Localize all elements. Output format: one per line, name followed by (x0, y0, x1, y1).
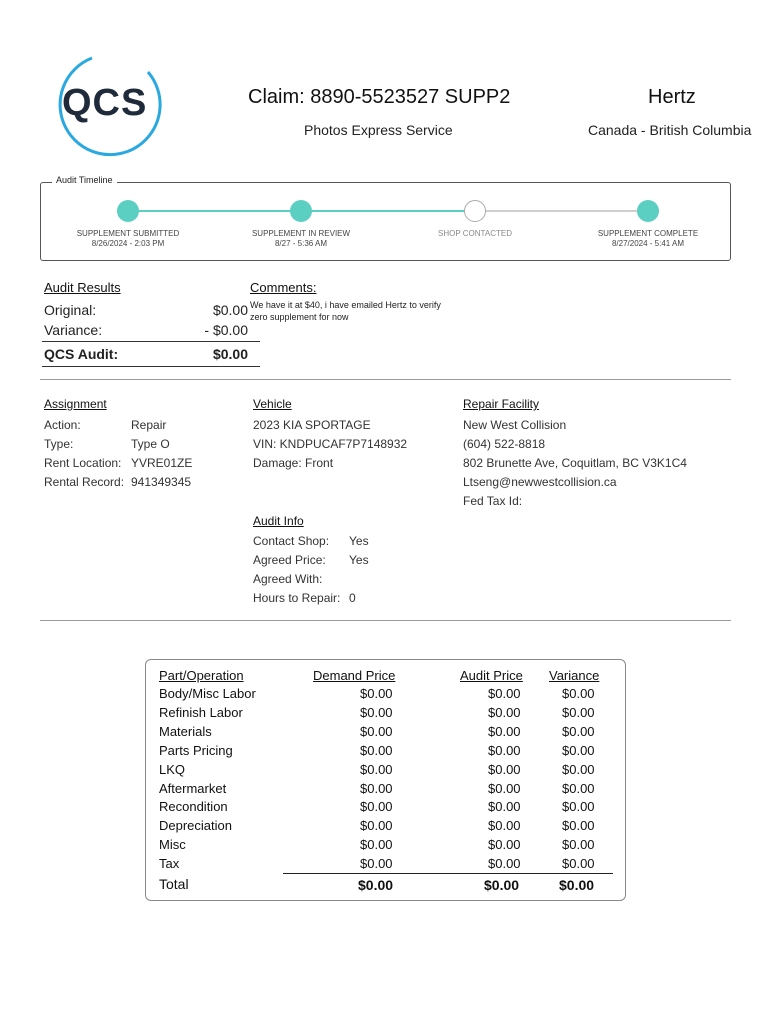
row-audit-price: $0.00 (488, 837, 521, 853)
repair-facility-heading: Repair Facility (463, 397, 540, 411)
row-value: Yes (349, 534, 369, 548)
audit-info-heading: Audit Info (253, 514, 304, 528)
row-audit-price: $0.00 (488, 686, 521, 701)
row-label: Hours to Repair: (253, 591, 341, 605)
row-part: Aftermarket (159, 780, 227, 796)
timeline-step-review (226, 229, 376, 249)
assignment-row (44, 473, 192, 492)
facility-email: Ltseng@newwestcollision.ca (463, 475, 617, 489)
vehicle-vin: VIN: KNDPUCAF7P7148932 (253, 437, 408, 451)
row-variance: $0.00 (562, 780, 595, 796)
service-type: Photos Express Service (304, 122, 453, 138)
original-value: $0.00 (212, 302, 248, 318)
step-label: SUPPLEMENT IN REVIEW (251, 229, 351, 238)
step-date: 8/26/2024 - 2:03 PM (91, 239, 165, 248)
assignment-row (44, 416, 192, 435)
row-demand-price: $0.00 (360, 742, 393, 758)
repair-facility-details (463, 416, 687, 511)
row-variance: $0.00 (562, 856, 595, 872)
timeline-step-complete-dot (637, 200, 659, 222)
row-label: Type: (44, 437, 74, 451)
row-variance: $0.00 (562, 686, 595, 701)
row-audit-price: $0.00 (488, 799, 521, 815)
row-demand-price: $0.00 (360, 761, 393, 777)
row-value: 0 (349, 591, 356, 605)
facility-name: New West Collision (463, 418, 567, 432)
facility-address: 802 Brunette Ave, Coquitlam, BC V3K1C4 (463, 456, 687, 470)
timeline-step-submitted-dot (117, 200, 139, 222)
comment-line: zero supplement for now (250, 312, 349, 322)
row-demand-price: $0.00 (360, 686, 393, 701)
row-value: Yes (349, 553, 369, 567)
qcs-audit-label: QCS Audit: (44, 346, 119, 362)
step-label: SUPPLEMENT SUBMITTED (76, 229, 180, 238)
comment-line: We have it at $40, i have emailed Hertz to verify (250, 300, 441, 310)
assignment-row (44, 454, 192, 473)
row-demand-price: $0.00 (360, 799, 393, 815)
row-value: Type O (131, 437, 170, 451)
row-demand-price: $0.00 (360, 780, 393, 796)
timeline-step-review-dot (290, 200, 312, 222)
row-value: 941349345 (131, 475, 192, 489)
row-label: Rental Record: (44, 475, 125, 489)
row-audit-price: $0.00 (488, 761, 521, 777)
row-part: LKQ (159, 761, 186, 777)
vehicle-details (253, 416, 407, 473)
row-demand-price: $0.00 (360, 818, 393, 834)
vehicle-heading: Vehicle (253, 397, 292, 411)
row-part: Refinish Labor (159, 704, 243, 720)
row-variance: $0.00 (562, 742, 595, 758)
qcs-audit-value: $0.00 (212, 346, 248, 362)
column-header-demand: Demand Price (313, 668, 396, 683)
row-audit-price: $0.00 (488, 723, 521, 739)
assignment-row (44, 435, 192, 454)
section-divider (40, 620, 731, 621)
column-header-variance: Variance (549, 668, 600, 683)
row-value: Repair (131, 418, 167, 432)
row-demand-price: $0.00 (360, 856, 393, 872)
claim-title: Claim: 8890-5523527 SUPP2 (248, 86, 511, 108)
row-label: Action: (44, 418, 81, 432)
audit-timeline (40, 182, 731, 261)
audit-info-row (253, 532, 369, 551)
row-part: Tax (159, 856, 180, 872)
original-label: Original: (44, 302, 97, 318)
comments-text (250, 299, 441, 323)
row-audit-price: $0.00 (488, 856, 521, 872)
total-demand: $0.00 (358, 877, 394, 893)
audit-info-details (253, 532, 369, 608)
row-variance: $0.00 (562, 704, 595, 720)
audit-results-heading: Audit Results (44, 280, 121, 295)
audit-info-row (253, 589, 369, 608)
assignment-heading: Assignment (44, 397, 107, 411)
row-label: Contact Shop: (253, 534, 330, 548)
row-label: Rent Location: (44, 456, 122, 470)
variance-label: Variance: (44, 322, 103, 338)
row-variance: $0.00 (562, 837, 595, 853)
total-label: Total (159, 876, 189, 892)
client-region: Canada - British Columbia (588, 122, 752, 138)
row-part: Recondition (159, 799, 228, 815)
column-header-part: Part/Operation (159, 668, 244, 683)
timeline-step-submitted (53, 229, 203, 249)
row-part: Depreciation (159, 818, 232, 834)
row-variance: $0.00 (562, 761, 595, 777)
row-demand-price: $0.00 (360, 704, 393, 720)
step-date: 8/27 - 5:36 AM (274, 239, 328, 248)
step-date: 8/27/2024 - 5:41 AM (611, 239, 685, 248)
row-audit-price: $0.00 (488, 704, 521, 720)
logo-text: QCS (62, 82, 148, 124)
column-header-audit: Audit Price (460, 668, 523, 683)
row-audit-price: $0.00 (488, 742, 521, 758)
total-audit: $0.00 (484, 877, 520, 893)
vehicle-model: 2023 KIA SPORTAGE (253, 418, 371, 432)
total-divider (283, 873, 613, 874)
timeline-progress-line (301, 210, 475, 212)
client-name: Hertz (648, 86, 696, 108)
total-variance: $0.00 (559, 877, 595, 893)
audit-info-row (253, 570, 369, 589)
timeline-step-contacted (400, 229, 550, 239)
row-value: YVRE01ZE (131, 456, 193, 470)
facility-tax-id: Fed Tax Id: (463, 494, 523, 508)
row-demand-price: $0.00 (360, 837, 393, 853)
section-divider (40, 379, 731, 380)
vehicle-damage: Damage: Front (253, 456, 334, 470)
row-label: Agreed With: (253, 572, 323, 586)
facility-phone: (604) 522-8818 (463, 437, 546, 451)
timeline-step-complete (573, 229, 723, 249)
row-variance: $0.00 (562, 818, 595, 834)
comments-heading: Comments: (250, 280, 317, 295)
row-variance: $0.00 (562, 723, 595, 739)
timeline-legend: Audit Timeline (52, 175, 117, 185)
row-audit-price: $0.00 (488, 818, 521, 834)
variance-value: - $0.00 (204, 322, 248, 338)
step-label: SUPPLEMENT COMPLETE (597, 229, 699, 238)
row-part: Parts Pricing (159, 742, 233, 758)
row-part: Body/Misc Labor (159, 686, 256, 701)
row-part: Misc (159, 837, 186, 853)
timeline-pending-line (475, 210, 648, 212)
row-label: Agreed Price: (253, 553, 326, 567)
divider (42, 341, 260, 342)
divider (42, 366, 260, 367)
row-variance: $0.00 (562, 799, 595, 815)
assignment-details (44, 416, 192, 492)
row-demand-price: $0.00 (360, 723, 393, 739)
row-audit-price: $0.00 (488, 780, 521, 796)
timeline-step-contacted-dot (464, 200, 486, 222)
row-part: Materials (159, 723, 212, 739)
audit-info-row (253, 551, 369, 570)
timeline-progress-line (128, 210, 301, 212)
step-label: SHOP CONTACTED (438, 229, 512, 238)
